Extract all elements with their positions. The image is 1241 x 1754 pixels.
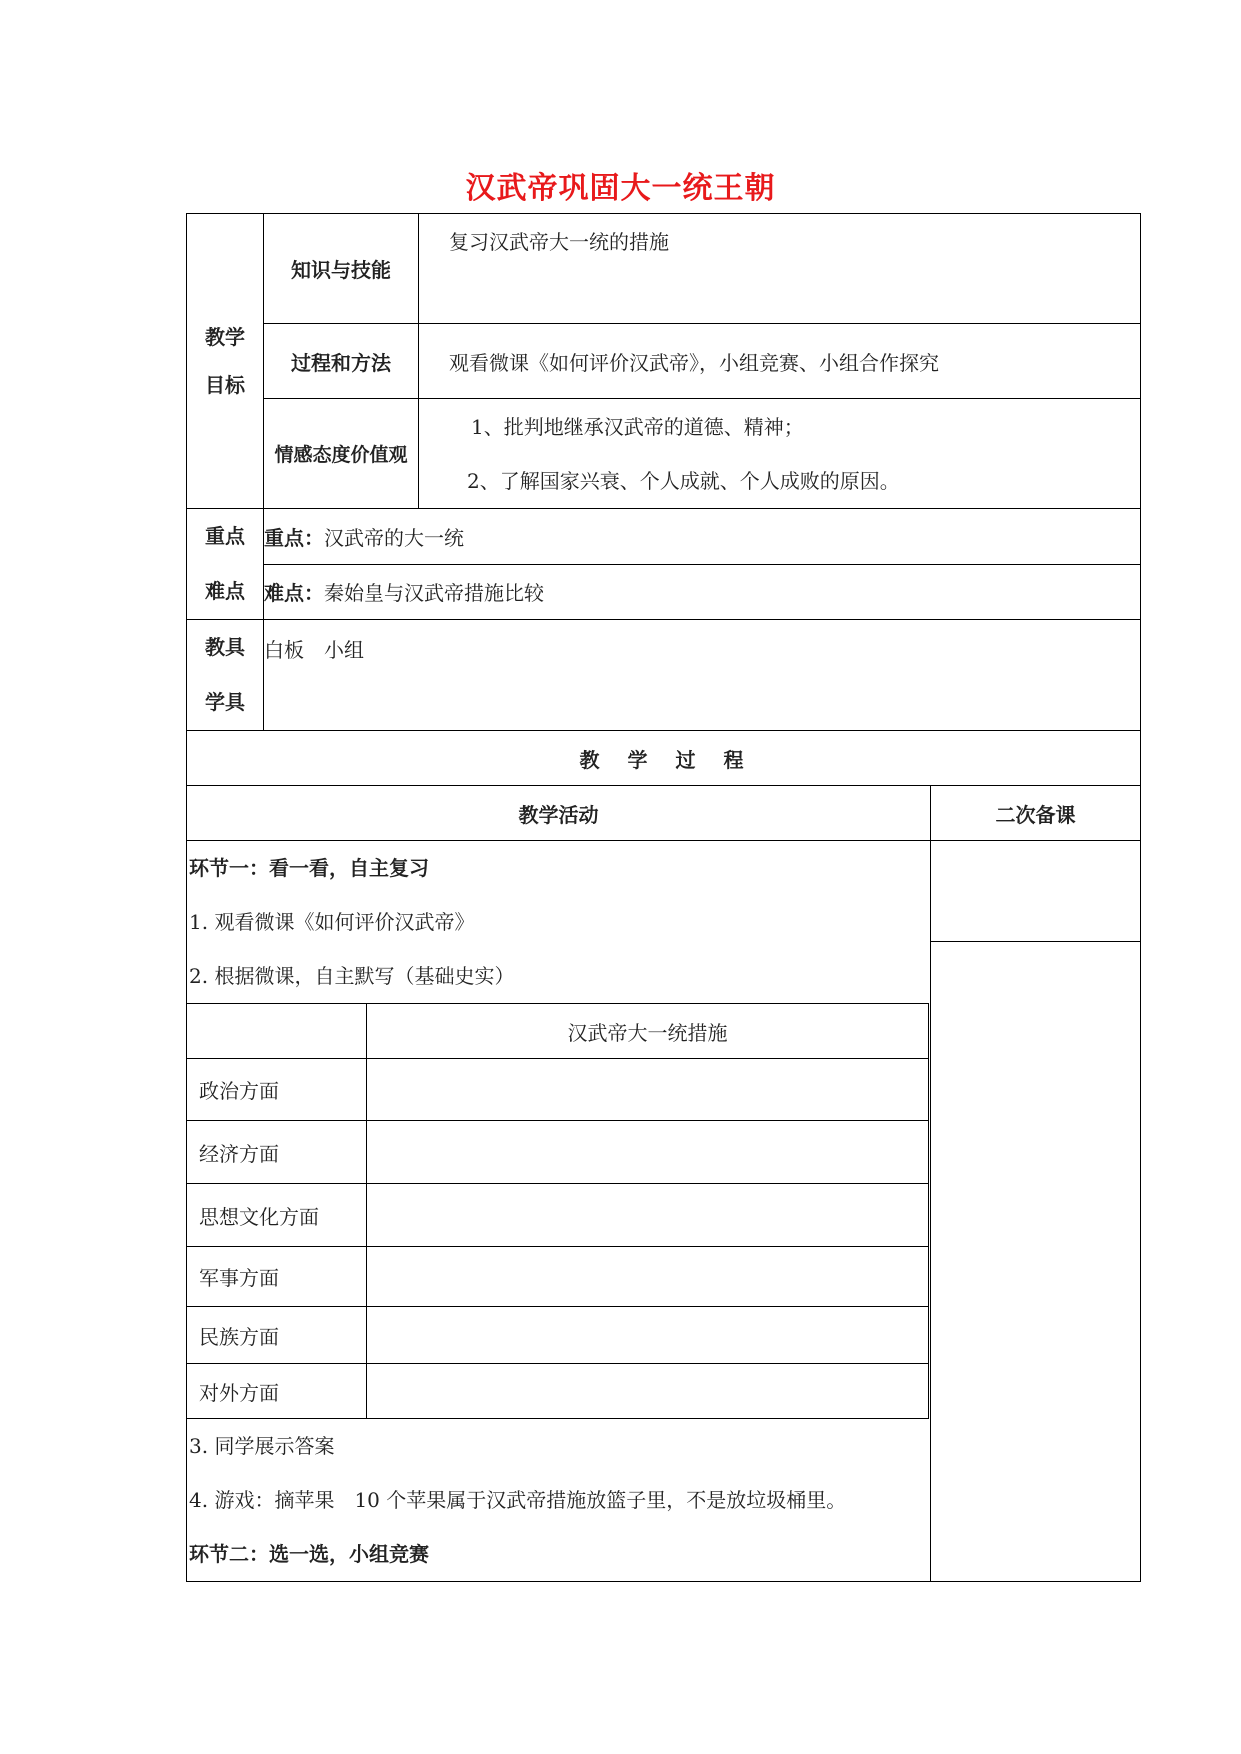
objective-content-values: 1、批判地继承汉武帝的道德、精神； 2、了解国家兴衰、个人成就、个人成败的原因。: [419, 399, 1141, 509]
stage1-title: 环节一：看一看，自主复习: [189, 856, 429, 880]
measures-header: 汉武帝大一统措施: [367, 1004, 929, 1059]
activity-column-header: 教学活动: [187, 786, 931, 841]
objective-category-process: 过程和方法: [264, 324, 419, 399]
measures-row-label: 政治方面: [187, 1059, 367, 1121]
measures-corner-cell: [187, 1004, 367, 1059]
difficult-point-label: 难点：: [264, 581, 324, 606]
measures-answer-cell: [367, 1247, 929, 1307]
lesson-plan-table: [186, 213, 1141, 1582]
step4-text: 4. 游戏：摘苹果 10 个苹果属于汉武帝措施放篮子里，不是放垃圾桶里。: [189, 1488, 847, 1512]
measures-table: [186, 1003, 929, 1419]
key-point-text: 汉武帝的大一统: [324, 525, 464, 550]
activity-body: [187, 841, 931, 1582]
measures-answer-cell: [367, 1121, 929, 1184]
measures-row-label: 民族方面: [187, 1307, 367, 1364]
difficult-point-text: 秦始皇与汉武帝措施比较: [324, 581, 544, 606]
notes-column-header: 二次备课: [931, 786, 1141, 841]
page-title: 汉武帝巩固大一统王朝: [465, 171, 776, 206]
objective-content-knowledge: 复习汉武帝大一统的措施: [419, 214, 1141, 324]
tools-content: 白板 小组: [264, 620, 1141, 731]
difficult-point-row: [264, 564, 1141, 620]
objectives-label: 教学 目标: [187, 214, 264, 509]
measures-answer-cell: [367, 1059, 929, 1121]
measures-row-label: 对外方面: [187, 1364, 367, 1419]
measures-answer-cell: [367, 1184, 929, 1247]
objective-category-values: 情感态度价值观: [264, 399, 419, 509]
tools-label: 教具 学具: [187, 620, 264, 731]
measures-row-label: 思想文化方面: [187, 1184, 367, 1247]
step1-text: 1. 观看微课《如何评价汉武帝》: [189, 910, 475, 934]
measures-answer-cell: [367, 1364, 929, 1419]
measures-answer-cell: [367, 1307, 929, 1364]
key-point-label: 重点：: [264, 525, 324, 550]
notes-column: [931, 841, 1141, 1582]
measures-row-label: 经济方面: [187, 1121, 367, 1184]
objective-content-process: 观看微课《如何评价汉武帝》，小组竞赛、小组合作探究: [419, 324, 1141, 399]
keypoints-label: 重点 难点: [187, 509, 264, 620]
objective-category-knowledge: 知识与技能: [264, 214, 419, 324]
step3-text: 3. 同学展示答案: [189, 1434, 335, 1458]
key-point-row: [264, 509, 1141, 565]
stage2-title: 环节二：选一选，小组竞赛: [189, 1542, 429, 1566]
measures-row-label: 军事方面: [187, 1247, 367, 1307]
step2-text: 2. 根据微课，自主默写（基础史实）: [189, 964, 515, 988]
notes-box: [931, 841, 1140, 942]
process-heading: 教 学 过 程: [187, 731, 1141, 786]
